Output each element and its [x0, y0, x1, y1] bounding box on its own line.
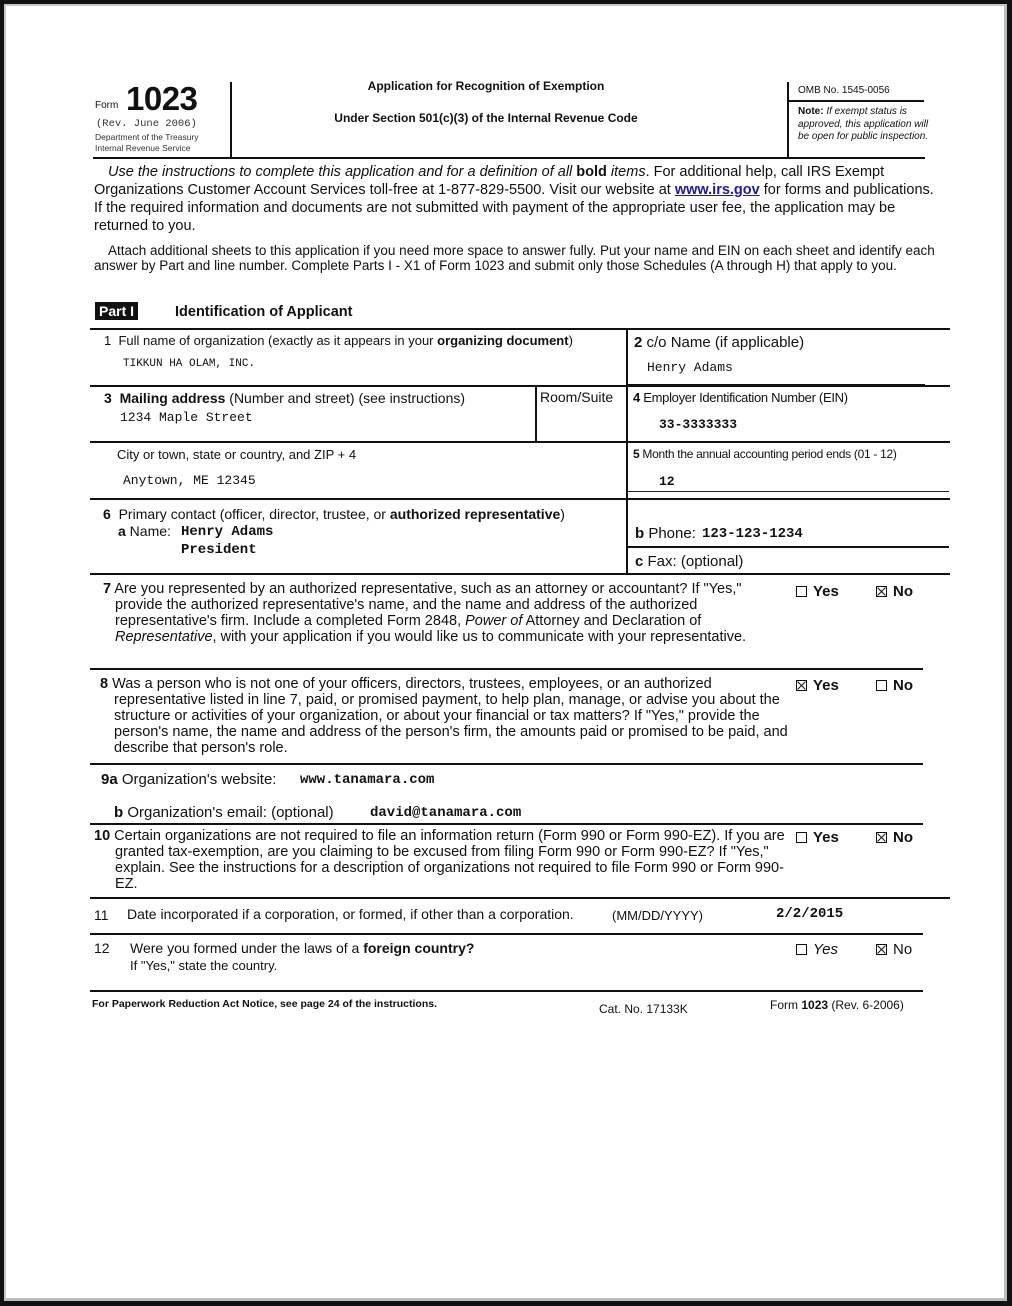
contact-name-field[interactable]: Henry Adams	[181, 524, 274, 540]
service: Internal Revenue Service	[95, 143, 191, 153]
rule-q11-top	[90, 897, 950, 899]
irs-website-link[interactable]: www.irs.gov	[674, 182, 760, 198]
q7-no-option[interactable]: No	[876, 583, 913, 600]
header-bottom-rule	[93, 157, 925, 159]
q7-no-checkbox[interactable]	[876, 586, 887, 597]
fax-field[interactable]	[740, 552, 940, 570]
line6a-label: a Name:	[118, 523, 171, 539]
q10-yes-checkbox[interactable]	[796, 832, 807, 843]
mailing-address-field[interactable]: 1234 Maple Street	[120, 410, 253, 425]
paperwork-notice: For Paperwork Reduction Act Notice, see page 24 of the instructions.	[92, 998, 438, 1010]
rule-row4-top	[90, 498, 950, 500]
question-8-text: 8 Was a person who is not one of your officers, directors, trustees, employees, or an authorized representative listed in line 7, paid, or promised payment, to help plan, manage, or advise you about the structure or activities of your organization, or about your financial or tax matters? If "Yes," provide the person's name, the name and address of the person's firm, the amounts paid or promised to be paid, and describe that person's role.	[100, 676, 788, 756]
instructions-paragraph-2: Attach additional sheets to this application if you need more space to answer fully. Put your name and EIN on each sheet and identify each answer by Part and line number. Complete Parts I - X1 of Form 1023 and submit only those Schedules (A through H) that apply to you.	[94, 243, 935, 273]
q8-no-checkbox[interactable]	[876, 680, 887, 691]
email-field[interactable]: david@tanamara.com	[370, 805, 522, 821]
form-revision: (Rev. June 2006)	[96, 118, 197, 130]
form-reference: Form 1023 (Rev. 6-2006)	[770, 998, 904, 1012]
rule-row2-top	[90, 385, 950, 387]
omb-divider	[789, 100, 924, 102]
date-incorporated-field[interactable]: 2/2/2015	[776, 906, 844, 922]
q7-yes-option[interactable]: Yes	[796, 583, 839, 600]
part-title: Identification of Applicant	[175, 304, 353, 320]
q11-format: (MM/DD/YYYY)	[612, 908, 703, 923]
catalog-number: Cat. No. 17133K	[599, 1002, 688, 1016]
rule-q7-top	[90, 573, 950, 575]
header-divider-right	[787, 82, 789, 158]
website-field[interactable]: www.tanamara.com	[300, 772, 435, 788]
q12-yes-checkbox[interactable]	[796, 944, 807, 955]
q9a-label: 9a Organization's website:	[101, 771, 277, 788]
q8-no-option[interactable]: No	[876, 677, 913, 694]
line2-label: 2 c/o Name (if applicable)	[634, 334, 805, 351]
city-state-zip-field[interactable]: Anytown, ME 12345	[123, 473, 256, 488]
line5-label: 5 Month the annual accounting period ends (01 - 12)	[633, 447, 897, 461]
rule-line5-bottom	[627, 491, 949, 492]
q8-yes-option[interactable]: Yes	[796, 677, 839, 694]
form-title-line1: Application for Recognition of Exemption	[367, 79, 605, 93]
q12-no-option[interactable]: No	[876, 941, 912, 958]
omb-number: OMB No. 1545-0056	[798, 85, 890, 96]
accounting-period-field[interactable]: 12	[659, 474, 675, 489]
rule-footer-top	[90, 990, 923, 992]
form-label: Form	[95, 100, 119, 111]
care-of-name-field[interactable]: Henry Adams	[647, 360, 733, 375]
room-suite-label: Room/Suite	[540, 389, 614, 405]
rule-q9-top	[90, 763, 923, 765]
rule-q8-top	[90, 668, 923, 670]
ein-field[interactable]: 33-3333333	[659, 417, 738, 432]
part-badge: Part I	[95, 302, 138, 320]
q9b-label: b Organization's email: (optional)	[114, 804, 334, 821]
q12-yes-option[interactable]: Yes	[796, 941, 838, 958]
question-10-text: 10 Certain organizations are not required to file an information return (Form 990 or Form 990-EZ). If you are granted tax-exemption, are you claiming to be excused from filing Form 990 or Form 990-EZ? If "Yes," explain. See the instructions for a description of organizations not required to file Form 990 or Form 990-EZ.	[94, 828, 785, 892]
line6-label: 6 Primary contact (officer, director, trustee, or authorized representative)	[103, 506, 565, 522]
instructions-paragraph-1: Use the instructions to complete this application and for a definition of all bold items. For additional help, call IRS Exempt Organizations Customer Account Services toll-free at 1-877-829-5500. Visit our website at www.irs.gov for forms and publications. If the required information and documents are not submitted with payment of the appropriate user fee, the application may be returned to you.	[94, 164, 934, 234]
room-divider	[535, 386, 537, 442]
form-number: 1023	[126, 80, 198, 117]
q12-number: 12	[94, 940, 110, 956]
room-suite-field[interactable]	[538, 408, 624, 438]
q12-subtext: If "Yes," state the country.	[130, 958, 278, 973]
phone-field[interactable]: 123-123-1234	[702, 526, 803, 542]
q7-yes-checkbox[interactable]	[796, 586, 807, 597]
rule-phone-bottom	[627, 546, 949, 548]
q8-yes-checkbox[interactable]	[796, 680, 807, 691]
q10-no-option[interactable]: No	[876, 829, 913, 846]
line1-label: 1 Full name of organization (exactly as it appears in your organizing document)	[104, 333, 573, 348]
line3-label: 3 Mailing address (Number and street) (see instructions)	[104, 390, 466, 406]
line6c-label: c Fax: (optional)	[635, 553, 744, 570]
rule-part-top	[90, 328, 950, 330]
public-inspection-note: Note: If exempt status is approved, this application will be open for public inspection.	[798, 106, 929, 142]
q12-text: Were you formed under the laws of a foreign country?	[130, 940, 475, 956]
rule-q12-top	[90, 933, 923, 935]
rule-q10-top	[90, 823, 923, 825]
question-7-text: 7 Are you represented by an authorized representative, such as an attorney or accountant? If "Yes," provide the authorized representative's name, and the name and address of the authorized representative's firm. Include a completed Form 2848, Power of Attorney and Declaration of Representative, with your application if you would like us to communicate with your representative.	[103, 581, 747, 645]
q11-number: 11	[94, 907, 109, 923]
q11-text: Date incorporated if a corporation, or formed, if other than a corporation.	[127, 906, 574, 922]
line6b-label: b Phone:	[635, 525, 696, 542]
line4-label: 4 Employer Identification Number (EIN)	[633, 390, 848, 405]
rule-row3-top	[90, 441, 950, 443]
contact-title-field[interactable]: President	[181, 542, 257, 558]
q12-no-checkbox[interactable]	[876, 944, 887, 955]
department: Department of the Treasury	[95, 132, 199, 142]
column-divider	[626, 328, 628, 573]
q10-yes-option[interactable]: Yes	[796, 829, 839, 846]
form-title-line2: Under Section 501(c)(3) of the Internal Revenue Code	[334, 111, 638, 125]
q10-no-checkbox[interactable]	[876, 832, 887, 843]
organization-name-field[interactable]: TIKKUN HA OLAM, INC.	[123, 358, 256, 370]
city-label: City or town, state or country, and ZIP + 4	[117, 447, 357, 462]
